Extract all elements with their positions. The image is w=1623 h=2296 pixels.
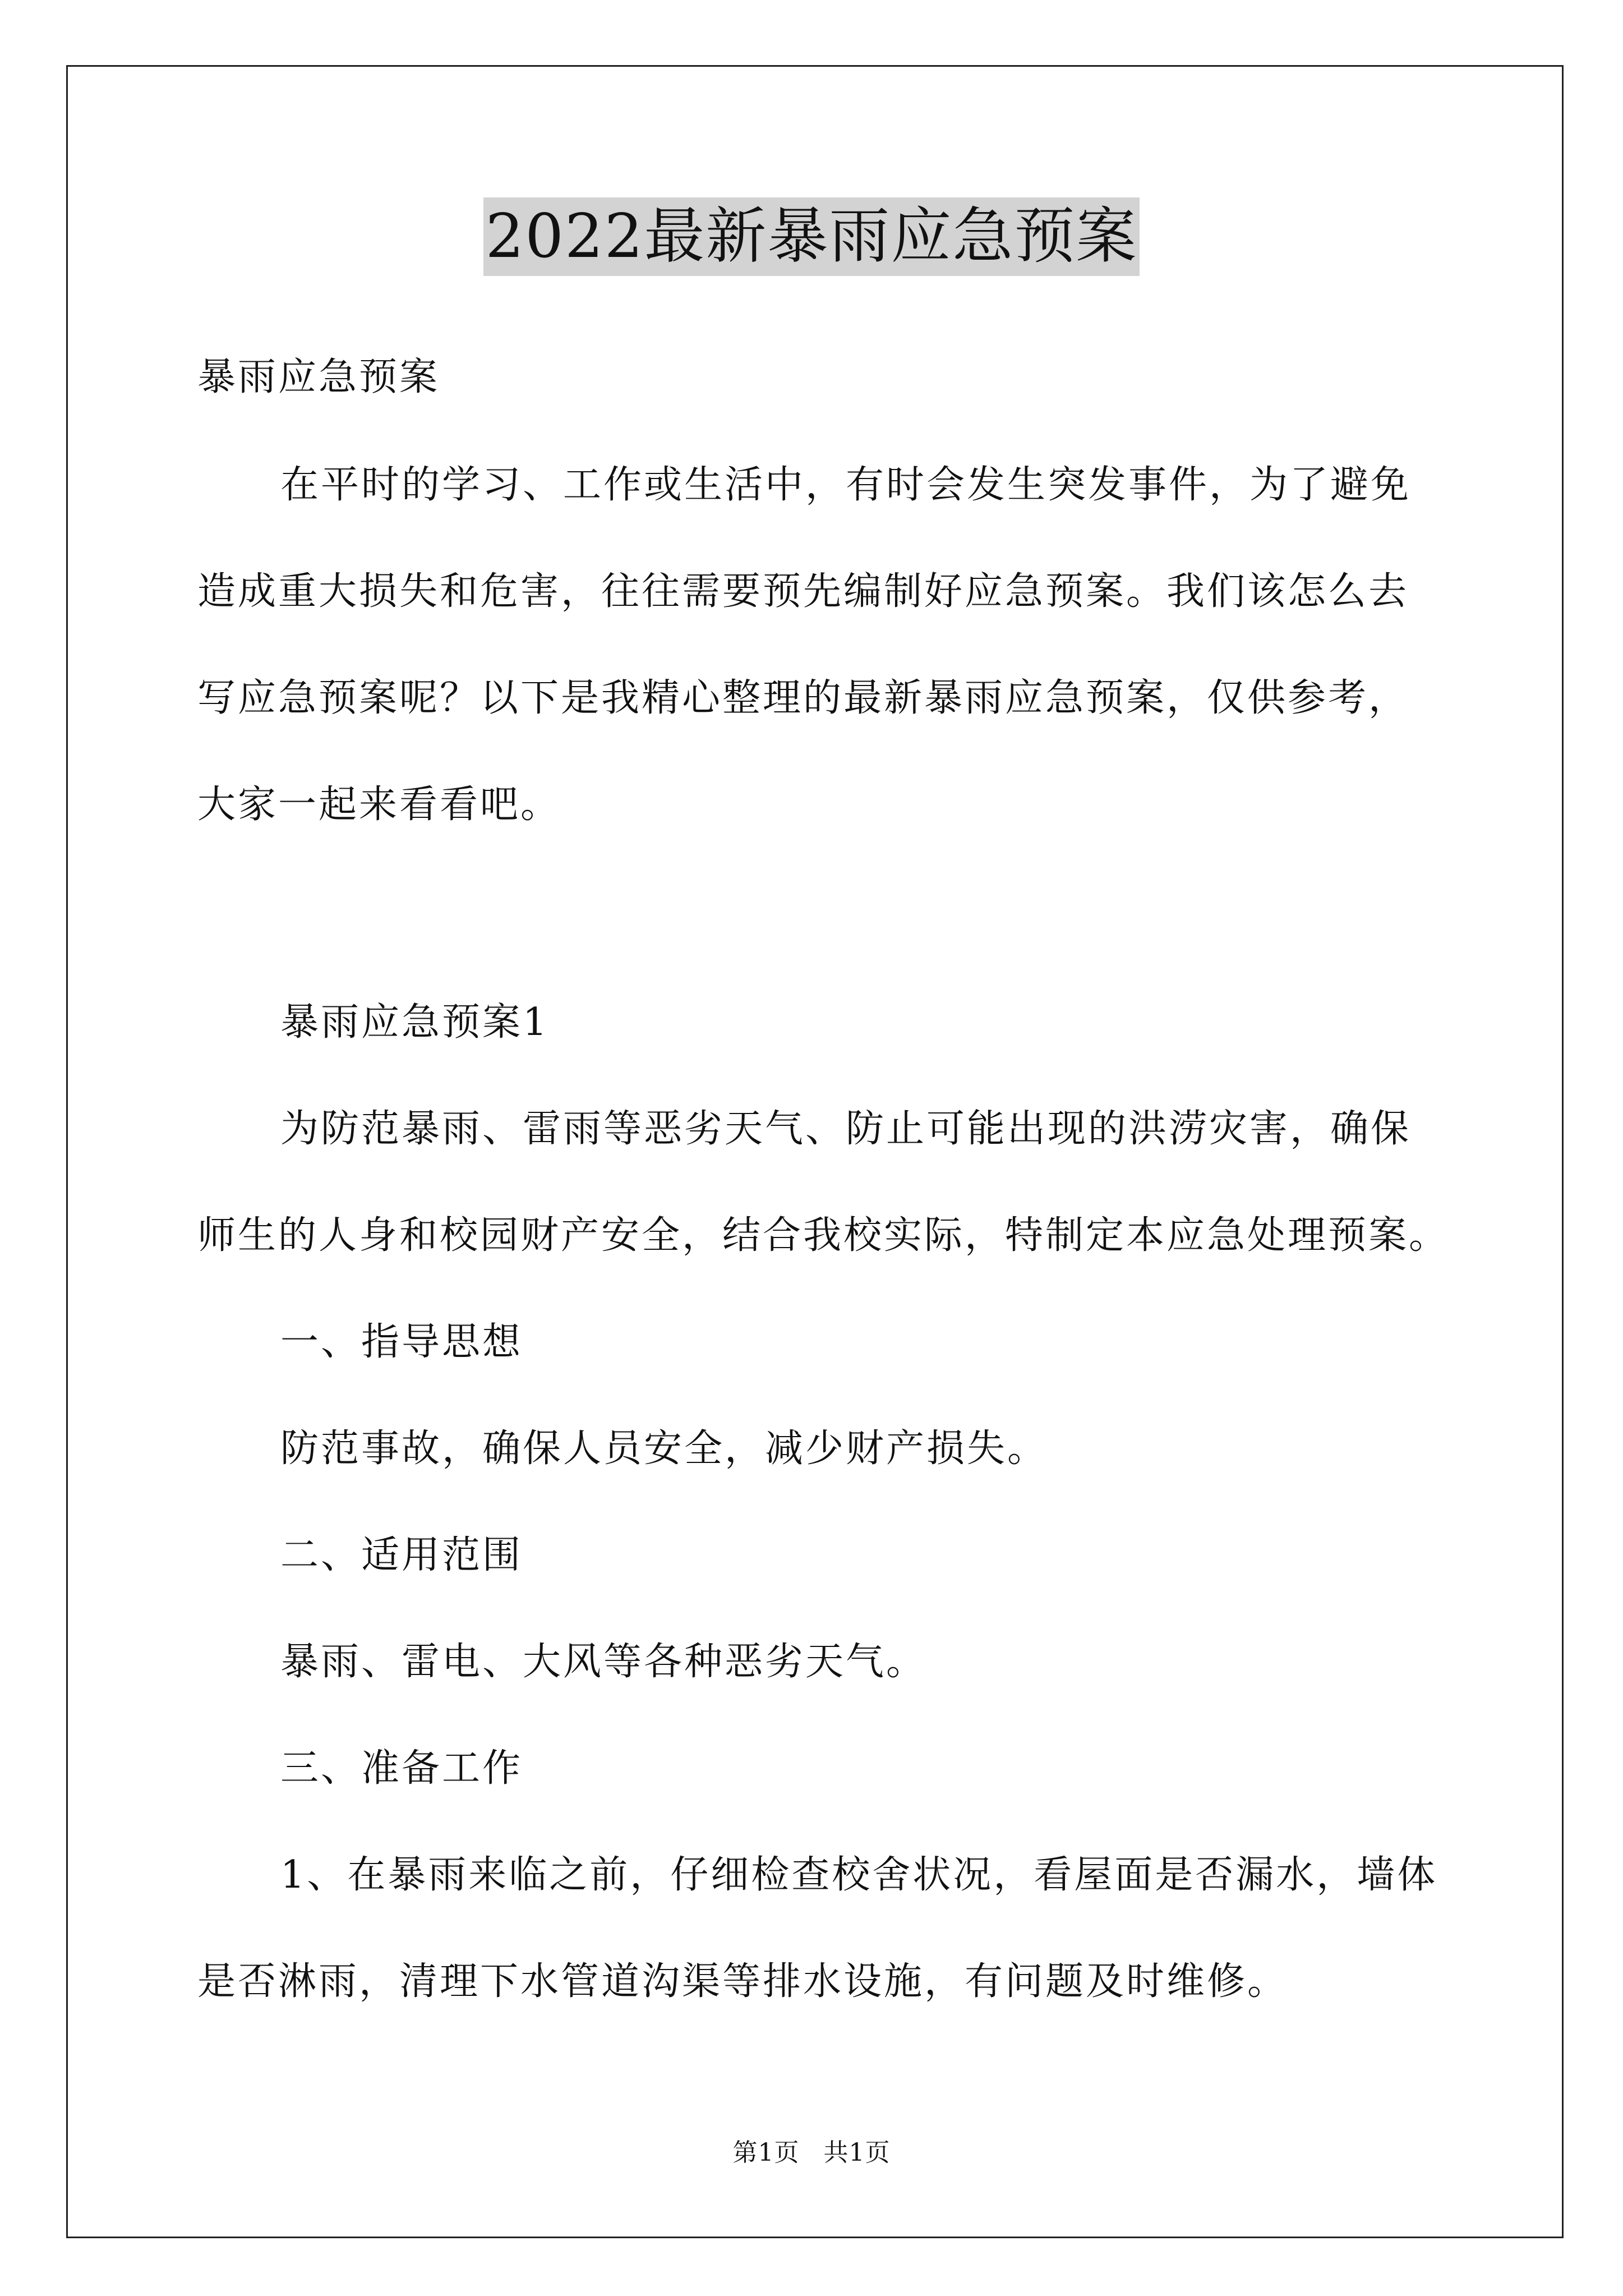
text-scope: 暴雨、雷电、大风等各种恶劣天气。 bbox=[280, 1640, 927, 1684]
section-title: 暴雨应急预案1 bbox=[280, 1000, 550, 1045]
para1-line-2: 师生的人身和校园财产安全，结合我校实际，特制定本应急处理预案。 bbox=[197, 1213, 1450, 1258]
heading-guiding-ideology: 一、指导思想 bbox=[280, 1320, 523, 1364]
page-footer bbox=[0, 2136, 1623, 2170]
subtitle: 暴雨应急预案 bbox=[197, 355, 440, 399]
intro-line-3: 写应急预案呢？以下是我精心整理的最新暴雨应急预案，仅供参考， bbox=[197, 676, 1409, 720]
title-container bbox=[0, 197, 1623, 276]
item1-line-1: 1、在暴雨来临之前，仔细检查校舍状况，看屋面是否漏水，墙体 bbox=[280, 1853, 1438, 1897]
para1-line-1: 为防范暴雨、雷雨等恶劣天气、防止可能出现的洪涝灾害，确保 bbox=[280, 1107, 1412, 1151]
text-guiding-ideology: 防范事故，确保人员安全，减少财产损失。 bbox=[280, 1427, 1048, 1471]
intro-line-4: 大家一起来看看吧。 bbox=[197, 783, 561, 827]
page-total: 共1页 bbox=[823, 2138, 891, 2167]
heading-scope: 二、适用范围 bbox=[280, 1533, 523, 1577]
item1-line-2: 是否淋雨，清理下水管道沟渠等排水设施，有问题及时维修。 bbox=[197, 1959, 1288, 2004]
document-title: 2022最新暴雨应急预案 bbox=[483, 197, 1140, 276]
heading-preparation: 三、准备工作 bbox=[280, 1746, 523, 1791]
intro-line-1: 在平时的学习、工作或生活中，有时会发生突发事件，为了避免 bbox=[280, 463, 1412, 507]
page-current: 第1页 bbox=[732, 2138, 800, 2167]
intro-line-2: 造成重大损失和危害，往往需要预先编制好应急预案。我们该怎么去 bbox=[197, 569, 1409, 614]
